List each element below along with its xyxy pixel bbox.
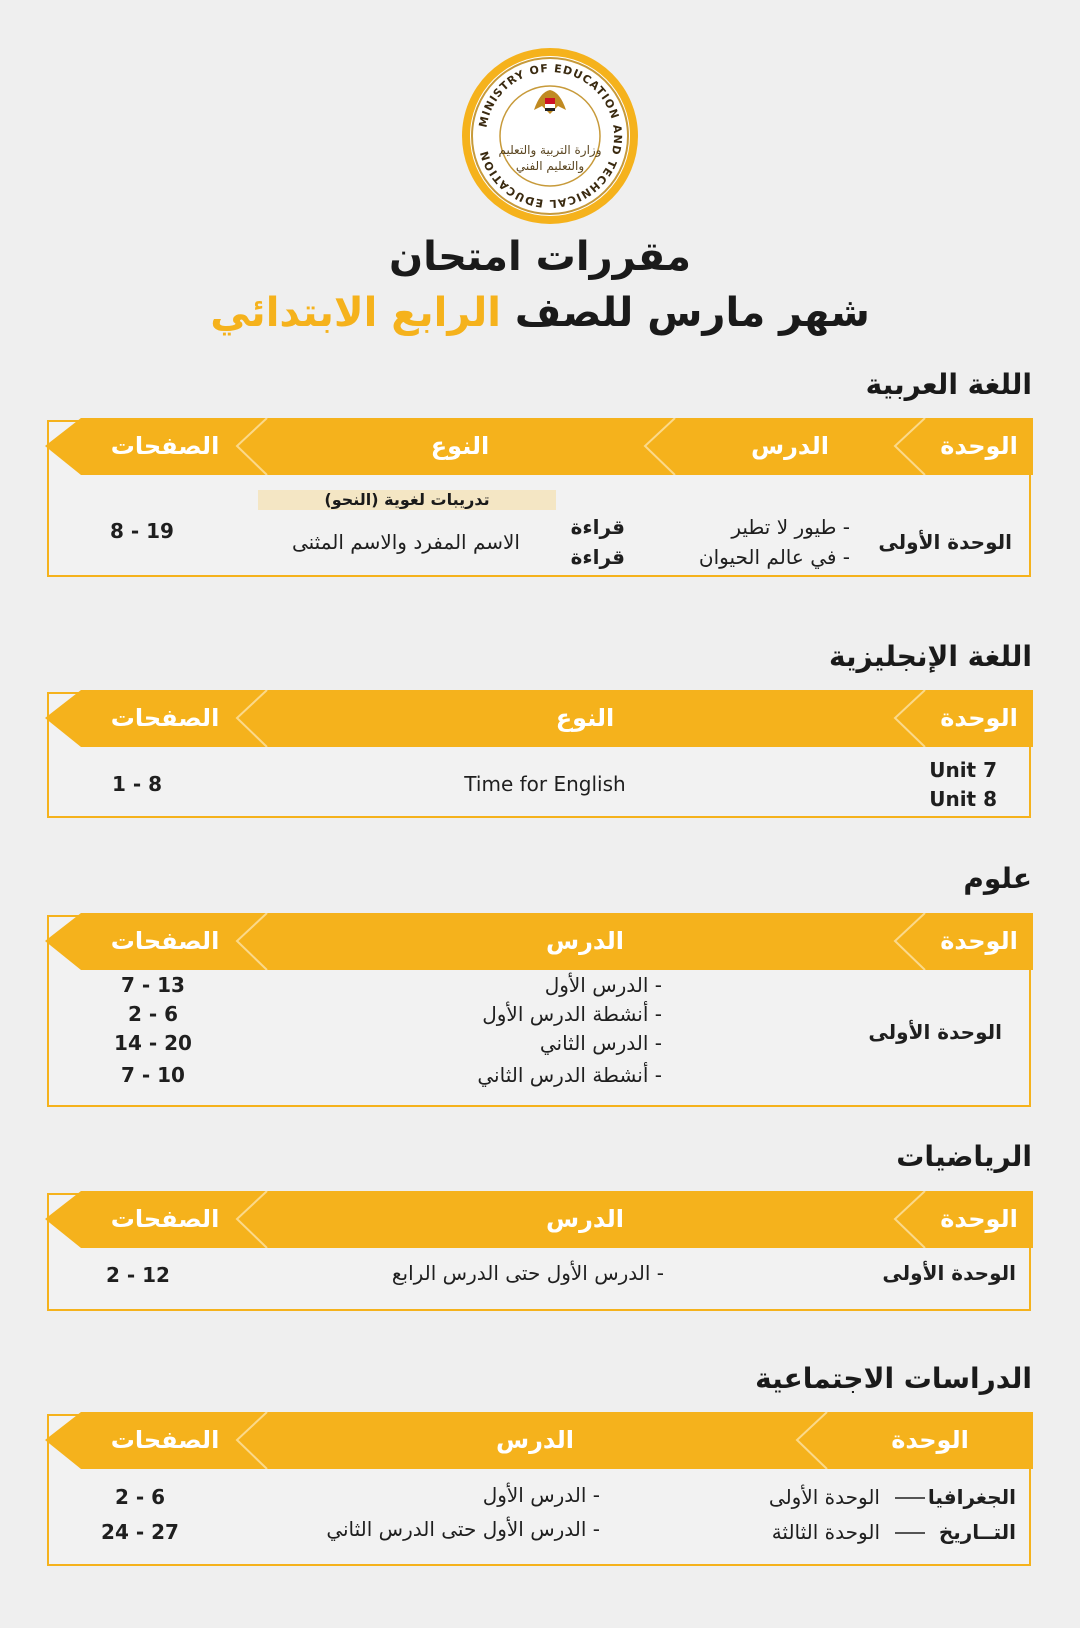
svg-text:MINISTRY OF EDUCATION AND TECH: MINISTRY OF EDUCATION AND TECHNICAL EDUCATION bbox=[476, 61, 625, 211]
section-title-social: الدراسات الاجتماعية bbox=[755, 1362, 1032, 1395]
page-title: مقررات امتحان bbox=[388, 234, 692, 280]
arabic-header-bar bbox=[45, 418, 1033, 475]
arabic-grammar: الاسم المفرد والاسم المثنى bbox=[291, 530, 520, 554]
page-subtitle bbox=[0, 290, 1080, 336]
header-type: النوع bbox=[555, 704, 615, 732]
social-lesson-2: - الدرس الأول حتى الدرس الثاني bbox=[326, 1517, 600, 1541]
section-title-science: علوم bbox=[963, 862, 1032, 895]
arabic-pages: 8 - 19 bbox=[110, 519, 174, 543]
header-unit: الوحدة bbox=[891, 1426, 969, 1454]
social-lesson-1: - الدرس الأول bbox=[482, 1483, 600, 1507]
header-unit: الوحدة bbox=[940, 927, 1018, 955]
section-title-math: الرياضيات bbox=[896, 1140, 1032, 1173]
science-lesson-3: - الدرس الثاني bbox=[539, 1031, 662, 1055]
science-unit: الوحدة الأولى bbox=[868, 1020, 1002, 1044]
section-title-arabic: اللغة العربية bbox=[865, 368, 1032, 401]
header-lesson: الدرس bbox=[545, 1205, 625, 1233]
header-type: النوع bbox=[430, 432, 490, 460]
science-pages-3: 14 - 20 bbox=[114, 1031, 192, 1055]
connector-line bbox=[895, 1532, 925, 1534]
social-pages-1: 2 - 6 bbox=[114, 1485, 166, 1509]
science-header-bar bbox=[45, 913, 1033, 970]
header-pages: الصفحات bbox=[110, 432, 220, 460]
header-unit: الوحدة bbox=[940, 704, 1018, 732]
science-lesson-2: - أنشطة الدرس الأول bbox=[482, 1002, 662, 1026]
header-pages: الصفحات bbox=[110, 1205, 220, 1233]
social-unit-1: الوحدة الأولى bbox=[768, 1485, 880, 1509]
math-pages: 2 - 12 bbox=[106, 1263, 170, 1287]
social-header-bar bbox=[45, 1412, 1033, 1469]
science-pages-4: 7 - 10 bbox=[121, 1063, 185, 1087]
math-lesson: - الدرس الأول حتى الدرس الرابع bbox=[391, 1261, 664, 1285]
arabic-lesson-2: - في عالم الحيوان bbox=[698, 545, 850, 569]
social-unit-2: الوحدة الثالثة bbox=[771, 1520, 880, 1544]
science-lesson-1: - الدرس الأول bbox=[544, 973, 662, 997]
science-lesson-4: - أنشطة الدرس الثاني bbox=[477, 1063, 662, 1087]
section-title-english: اللغة الإنجليزية bbox=[829, 640, 1032, 673]
svg-text:وزارة التربية والتعليم: وزارة التربية والتعليم bbox=[498, 143, 602, 157]
header-unit: الوحدة bbox=[940, 1205, 1018, 1233]
header-pages: الصفحات bbox=[110, 927, 220, 955]
math-header-bar bbox=[45, 1191, 1033, 1248]
ministry-logo bbox=[460, 46, 640, 226]
english-type: Time for English bbox=[464, 772, 626, 796]
header-unit: الوحدة bbox=[940, 432, 1018, 460]
header-lesson: الدرس bbox=[545, 927, 625, 955]
science-pages-1: 7 - 13 bbox=[121, 973, 185, 997]
subtitle-highlight: الرابع الابتدائي bbox=[210, 290, 501, 336]
header-pages: الصفحات bbox=[110, 1426, 220, 1454]
arabic-lesson-1: - طيور لا تطير bbox=[731, 515, 850, 539]
svg-text:والتعليم الفني: والتعليم الفني bbox=[515, 159, 585, 173]
social-subject-1: الجغرافيا bbox=[927, 1485, 1016, 1509]
subtitle-main: شهر مارس للصف bbox=[514, 290, 870, 336]
arabic-unit: الوحدة الأولى bbox=[878, 530, 1012, 554]
social-subject-2: التــاريخ bbox=[938, 1520, 1016, 1544]
header-pages: الصفحات bbox=[110, 704, 220, 732]
arabic-type-1: قراءة bbox=[570, 515, 625, 539]
english-header-bar bbox=[45, 690, 1033, 747]
english-pages: 1 - 8 bbox=[112, 772, 163, 796]
connector-line bbox=[895, 1497, 925, 1499]
science-pages-2: 2 - 6 bbox=[127, 1002, 179, 1026]
header-lesson: الدرس bbox=[750, 432, 830, 460]
header-lesson: الدرس bbox=[495, 1426, 575, 1454]
grammar-tag: تدريبات لغوية (النحو) bbox=[258, 490, 556, 510]
arabic-type-2: قراءة bbox=[570, 545, 625, 569]
math-unit: الوحدة الأولى bbox=[882, 1261, 1016, 1285]
english-unit-1: Unit 7 bbox=[929, 758, 997, 782]
english-unit-2: Unit 8 bbox=[929, 787, 997, 811]
social-pages-2: 24 - 27 bbox=[101, 1520, 179, 1544]
